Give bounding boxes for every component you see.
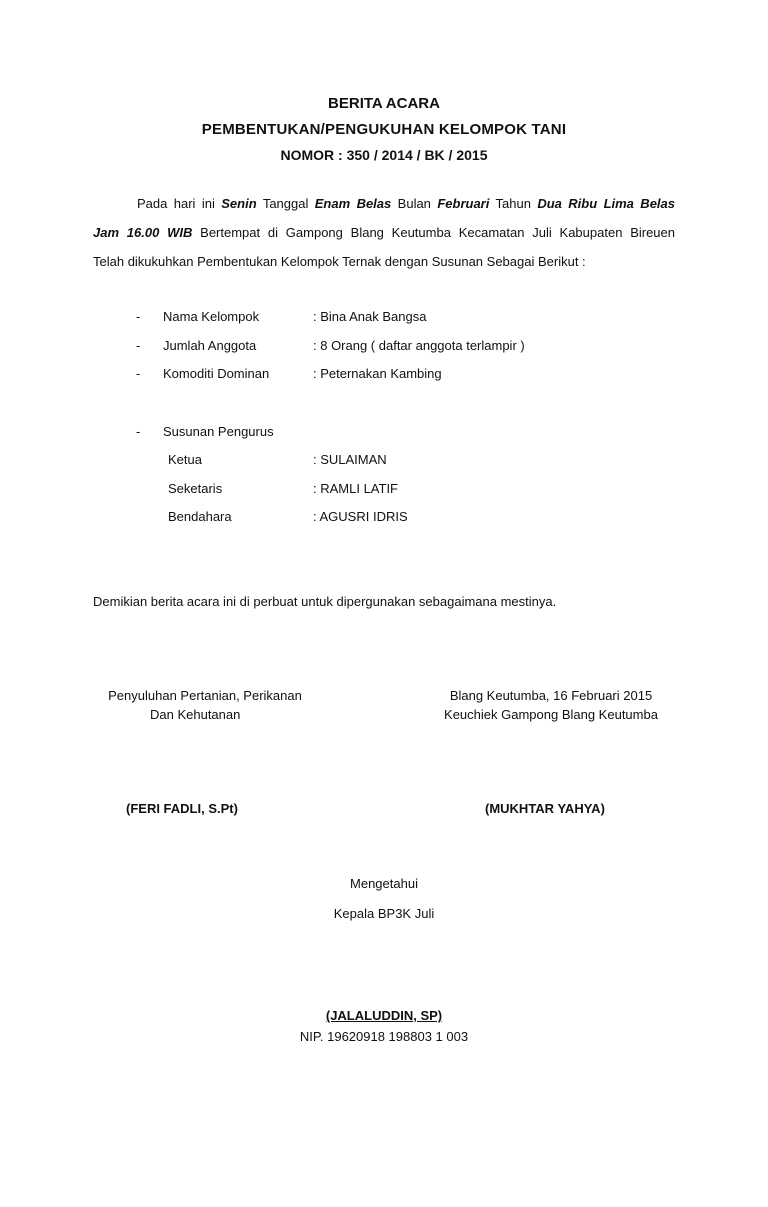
- left-signer-name: (FERI FADLI, S.Pt): [126, 801, 238, 816]
- list-dash: -: [136, 366, 141, 381]
- management-heading: Susunan Pengurus: [163, 424, 274, 439]
- right-signer-title: Keuchiek Gampong Blang Keutumba: [444, 707, 658, 722]
- role-value: : RAMLI LATIF: [313, 481, 398, 496]
- intro-line-3: Telah dikukuhkan Pembentukan Kelompok Ternak dengan Susunan Sebagai Berikut :: [93, 254, 586, 269]
- list-dash: -: [136, 309, 141, 324]
- item-label: Jumlah Anggota: [163, 338, 257, 353]
- role-label: Ketua: [168, 452, 202, 467]
- role-label: Bendahara: [168, 509, 232, 524]
- role-value: : AGUSRI IDRIS: [313, 509, 408, 524]
- list-dash: -: [136, 424, 141, 439]
- closing-statement: Demikian berita acara ini di perbuat untuk dipergunakan sebagaimana mestinya.: [93, 594, 557, 609]
- acknowledged-label: Mengetahui: [350, 876, 418, 891]
- list-dash: -: [136, 338, 141, 353]
- item-label: Komoditi Dominan: [163, 366, 270, 381]
- head-signer-nip: NIP. 19620918 198803 1 003: [299, 1029, 469, 1044]
- item-label: Nama Kelompok: [163, 309, 260, 324]
- intro-line-2: Jam 16.00 WIB Bertempat di Gampong Blang Keutumba Kecamatan Juli Kabupaten Bireuen: [93, 225, 675, 240]
- document-subtitle: PEMBENTUKAN/PENGUKUHAN KELOMPOK TANI: [201, 121, 567, 138]
- intro-line-1: Pada hari ini Senin Tanggal Enam Belas Bulan Februari Tahun Dua Ribu Lima Belas: [137, 196, 675, 211]
- document-title: BERITA ACARA: [328, 95, 440, 112]
- right-signer-name: (MUKHTAR YAHYA): [485, 801, 605, 816]
- left-signer-title: Penyuluhan Pertanian, Perikanan: [108, 688, 302, 703]
- item-value: : Bina Anak Bangsa: [313, 309, 427, 324]
- document-number: NOMOR : 350 / 2014 / BK / 2015: [280, 147, 488, 163]
- role-value: : SULAIMAN: [313, 452, 387, 467]
- role-label: Seketaris: [168, 481, 223, 496]
- item-value: : 8 Orang ( daftar anggota terlampir ): [313, 338, 525, 353]
- left-signer-subtitle: Dan Kehutanan: [150, 707, 241, 722]
- place-date: Blang Keutumba, 16 Februari 2015: [449, 688, 653, 703]
- head-signer-name: (JALALUDDIN, SP): [325, 1008, 443, 1023]
- item-value: : Peternakan Kambing: [313, 366, 442, 381]
- head-signer-title: Kepala BP3K Juli: [333, 906, 435, 921]
